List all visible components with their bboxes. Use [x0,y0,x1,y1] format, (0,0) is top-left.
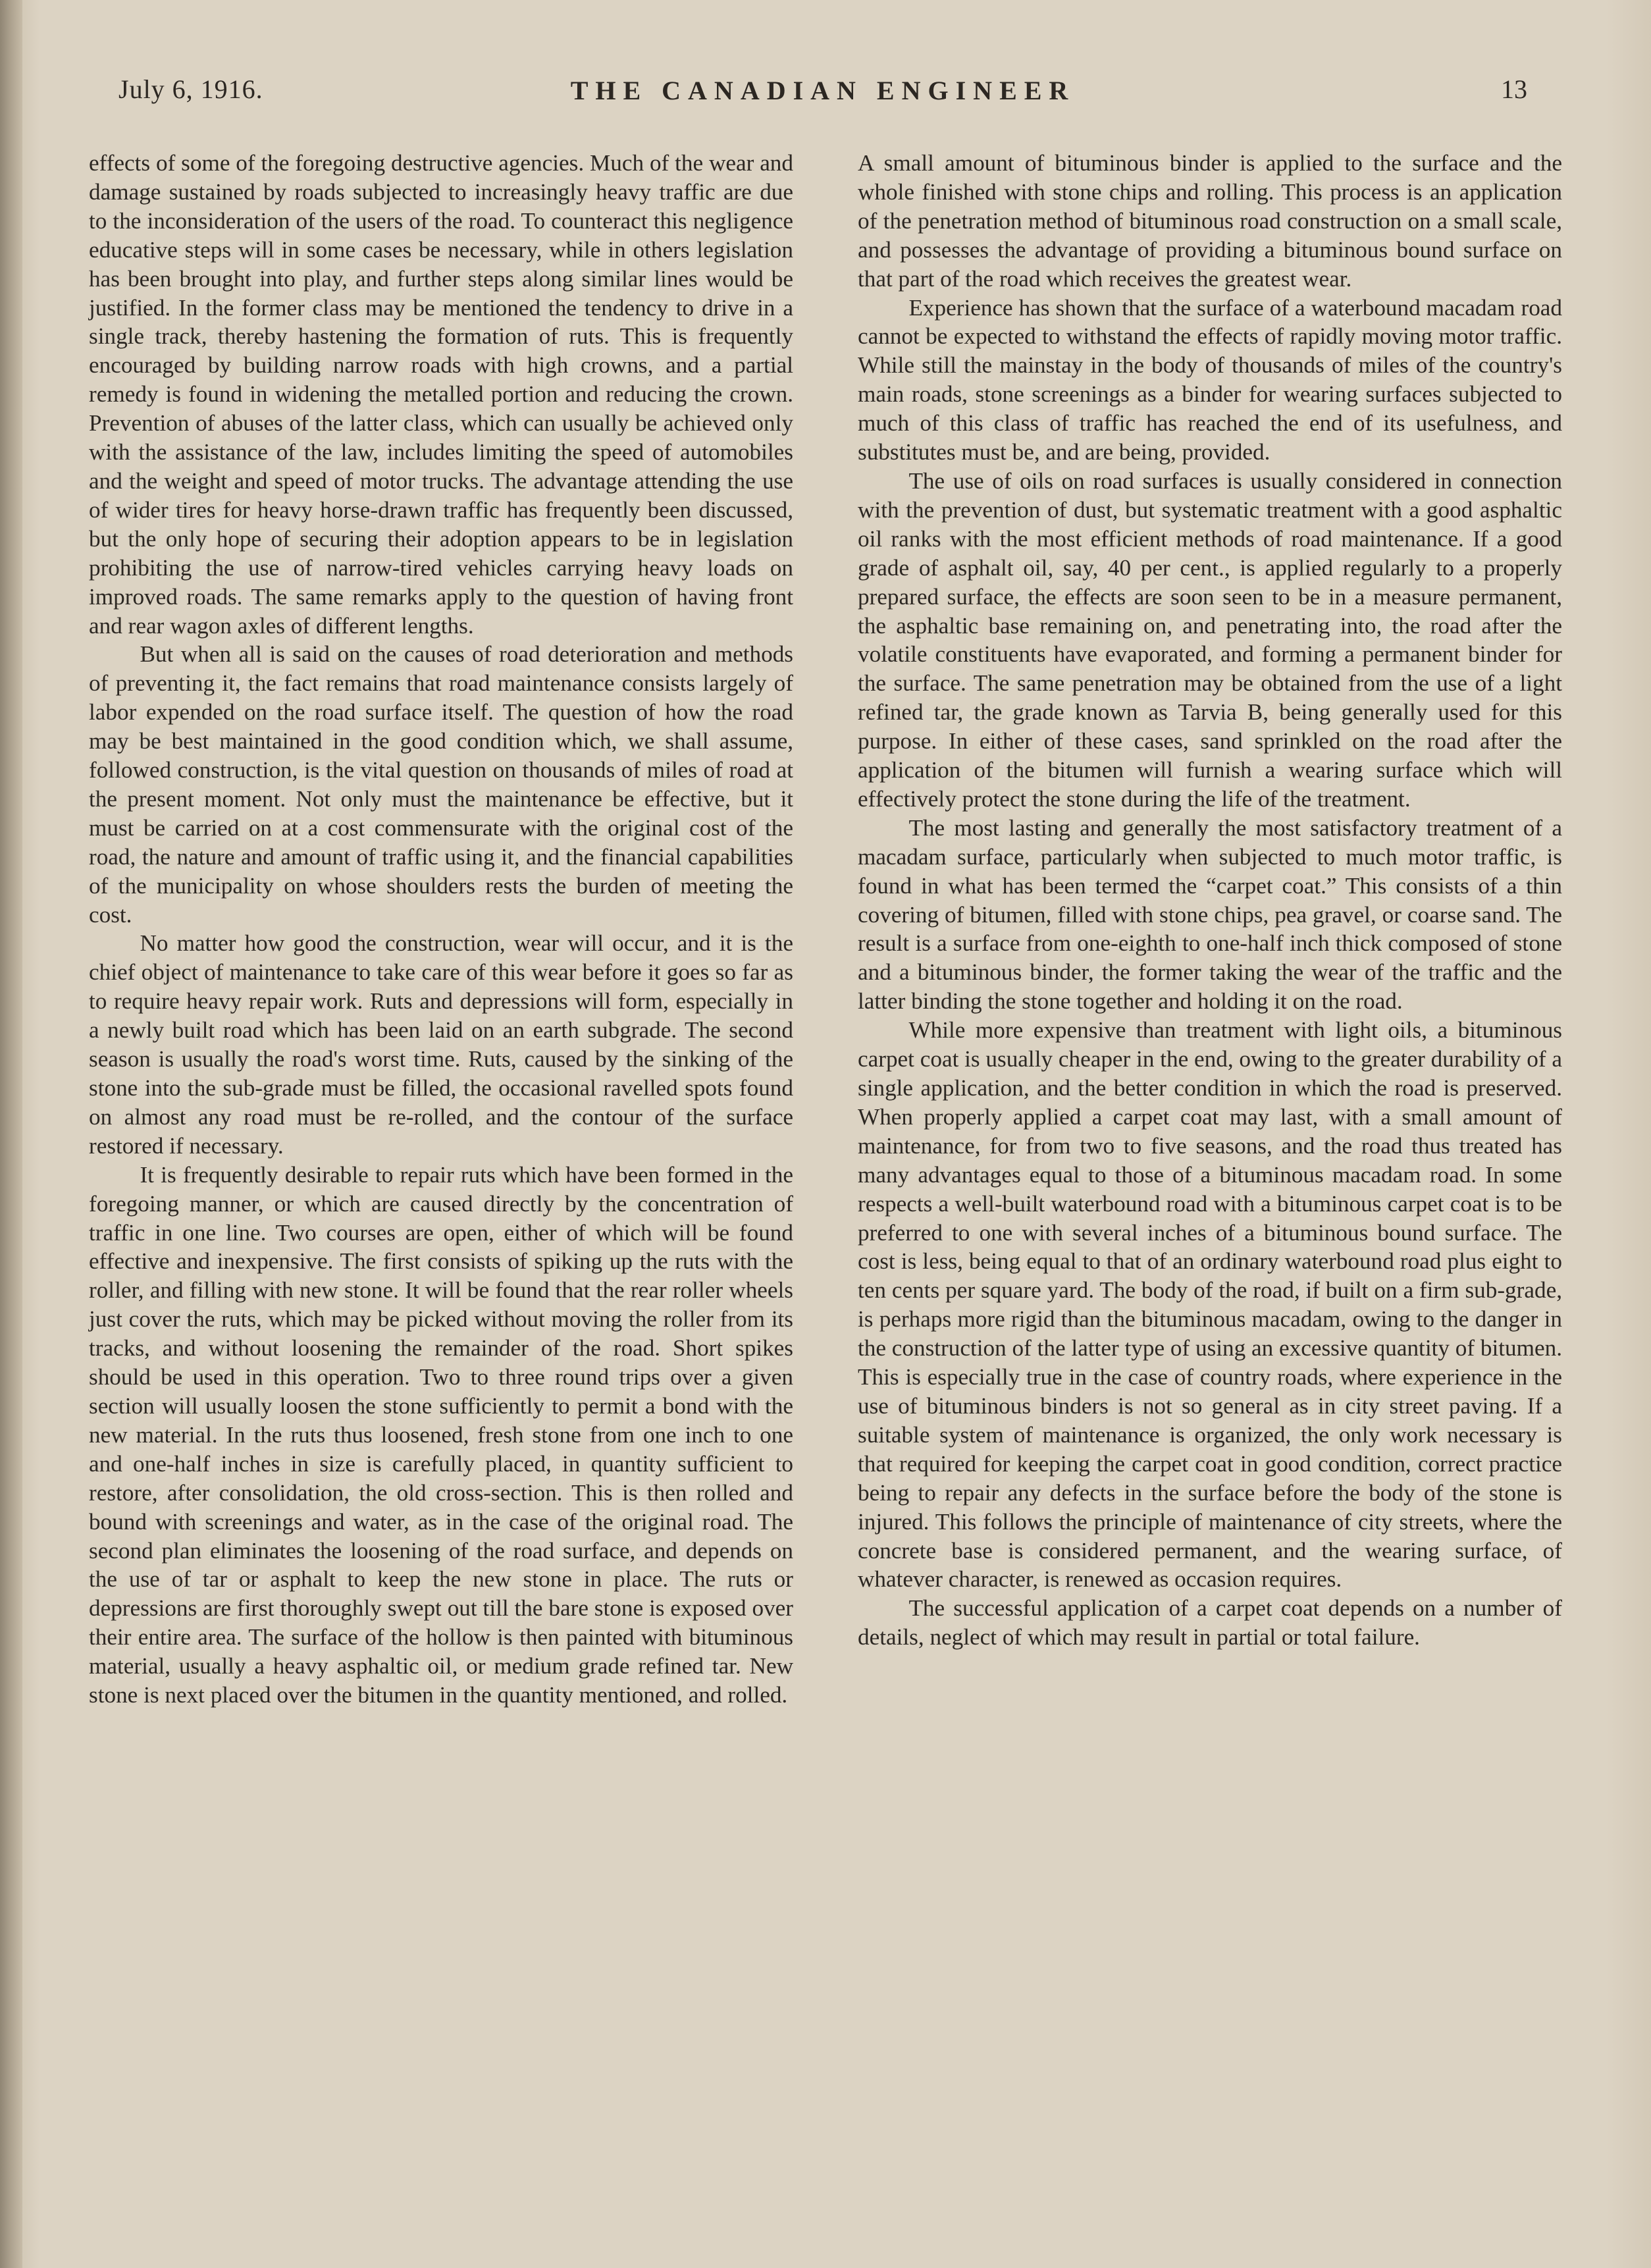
issue-date: July 6, 1916. [118,74,263,104]
right-column [858,149,1562,1652]
right-paragraph-4: The most lasting and generally the most satisfactory treatment of a macadam surface, particularly when subjected to much motor traffic, is found in what has been termed the “carpet coat.” This consists of a thin covering of bitumen, filled with stone chips, pea gravel, or coarse sand. The result is a surface from one-eighth to one-half inch thick composed of stone and a bituminous binder, the former taking the wear of the traffic and the latter binding the stone together and holding it on the road. [858,814,1562,1015]
left-column [89,149,793,1710]
right-paragraph-1: A small amount of bituminous binder is applied to the surface and the whole finished with stone chips and rolling. This process is an application of the penetration method of bituminous road construction on a small scale, and possesses the advantage of providing a bituminous bound surface on that part of the road which receives the greatest wear. [858,150,1562,292]
left-paragraph-3: No matter how good the construction, wear will occur, and it is the chief object of maintenance to take care of this wear before it goes so far as to require heavy repair work. Ruts and depressions will form, especially in a newly built road which has been laid on an earth subgrade. The second season is usually the road's worst time. Ruts, caused by the sinking of the stone into the sub-grade must be filled, the occasional ravelled spots found on almost any road must be re-rolled, and the contour of the surface restored if necessary. [89,930,793,1159]
right-paragraph-3: The use of oils on road surfaces is usually considered in connection with the prevention of dust, but systematic treatment with a good asphaltic oil ranks with the most efficient methods of road maintenance. If a good grade of asphalt oil, say, 40 per cent., is applied regularly to a properly prepared surface, the effects are soon seen to be in a measure permanent, the asphaltic base remaining on, and penetrating into, the road after the volatile constituents have evaporated, and forming a permanent binder for the surface. The same penetration may be obtained from the use of a light refined tar, the grade known as Tarvia B, being generally used for this purpose. In either of these cases, sand sprinkled on the road after the application of the bitumen will furnish a wearing surface which will effectively protect the stone during the life of the treatment. [858,467,1562,812]
left-paragraph-1: effects of some of the foregoing destructive agencies. Much of the wear and damage sustained by roads subjected to increasingly heavy traffic are due to the inconsideration of the users of the road. To counteract this negligence educative steps will in some cases be necessary, while in others legislation has been brought into play, and further steps along similar lines would be justified. In the former class may be mentioned the tendency to drive in a single track, thereby hastening the formation of ruts. This is frequently encouraged by building narrow roads with high crowns, and a partial remedy is found in widening the metalled portion and reducing the crown. Prevention of abuses of the latter class, which can usually be achieved only with the assistance of the law, includes limiting the speed of automobiles and the weight and speed of motor trucks. The advantage attending the use of wider tires for heavy horse-drawn traffic has frequently been discussed, but the only hope of securing their adoption appears to be in legislation prohibiting the use of narrow-tired vehicles carrying heavy loads on improved roads. The same remarks apply to the question of having front and rear wagon axles of different lengths. [89,150,793,639]
left-paragraph-4: It is frequently desirable to repair ruts which have been formed in the foregoing manner, or which are caused directly by the concentration of traffic in one line. Two courses are open, either of which will be found effective and inexpensive. The first consists of spiking up the ruts with the roller, and filling with new stone. It will be found that the rear roller wheels just cover the ruts, which may be picked without moving the roller from its tracks, and without loosening the remainder of the road. Short spikes should be used in this operation. Two to three round trips over a given section will usually loosen the stone sufficiently to permit a bond with the new material. In the ruts thus loosened, fresh stone from one inch to one and one-half inches in size is carefully placed, in quantity sufficient to restore, after consolidation, the old cross-section. This is then rolled and bound with screenings and water, as in the case of the original road. The second plan eliminates the loosening of the road surface, and depends on the use of tar or asphalt to keep the new stone in place. The ruts or depressions are first thoroughly swept out till the bare stone is exposed over their entire area. The surface of the hollow is then painted with bituminous material, usually a heavy asphaltic oil, or medium grade refined tar. New stone is next placed over the bitumen in the quantity mentioned, and rolled. [89,1161,793,1708]
right-paragraph-6: The successful application of a carpet coat depends on a number of details, neglect of which may result in partial or total failure. [858,1595,1562,1650]
right-paragraph-5: While more expensive than treatment with light oils, a bituminous carpet coat is usually cheaper in the end, owing to the greater durability of a single application, and the better condition in which the road is preserved. When properly applied a carpet coat may last, with a small amount of maintenance, for from two to five seasons, and the road thus treated has many advantages equal to those of a bituminous macadam road. In some respects a well-built waterbound road with a bituminous carpet coat is to be preferred to one with several inches of a bituminous bound surface. The cost is less, being equal to that of an ordinary waterbound road plus eight to ten cents per square yard. The body of the road, if built on a firm sub-grade, is perhaps more rigid than the bituminous macadam, owing to the danger in the construction of the latter type of using an excessive quantity of bitumen. This is especially true in the case of country roads, where experience in the use of bituminous binders is not so general as in city street paving. If a suitable system of maintenance is organized, the only work necessary is that required for keeping the carpet coat in good condition, correct practice being to repair any defects in the surface before the body of the stone is injured. This follows the principle of maintenance of city streets, where the concrete base is considered permanent, and the wearing surface, of whatever character, is renewed as occasion requires. [858,1017,1563,1593]
journal-title: THE CANADIAN ENGINEER [570,76,1076,105]
running-header [118,74,1527,113]
left-paragraph-2: But when all is said on the causes of road deterioration and methods of preventing it, the fact remains that road maintenance consists largely of labor expended on the road surface itself. The question of how the road may be best maintained in the good condition which, we shall assume, followed construction, is the vital question on thousands of miles of road at the present moment. Not only must the maintenance be effective, but it must be carried on at a cost commensurate with the original cost of the road, the nature and amount of traffic using it, and the financial capabilities of the municipality on whose shoulders rests the burden of meeting the cost. [89,641,793,928]
right-paragraph-2: Experience has shown that the surface of a waterbound macadam road cannot be expected to withstand the effects of rapidly moving motor traffic. While still the mainstay in the body of thousands of miles of the country's main roads, stone screenings as a binder for wearing surfaces subjected to much of this class of traffic has reached the end of its usefulness, and substitutes must be, and are being, provided. [858,294,1562,465]
page-binding-edge [0,0,22,2268]
page-number: 13 [1501,74,1527,104]
